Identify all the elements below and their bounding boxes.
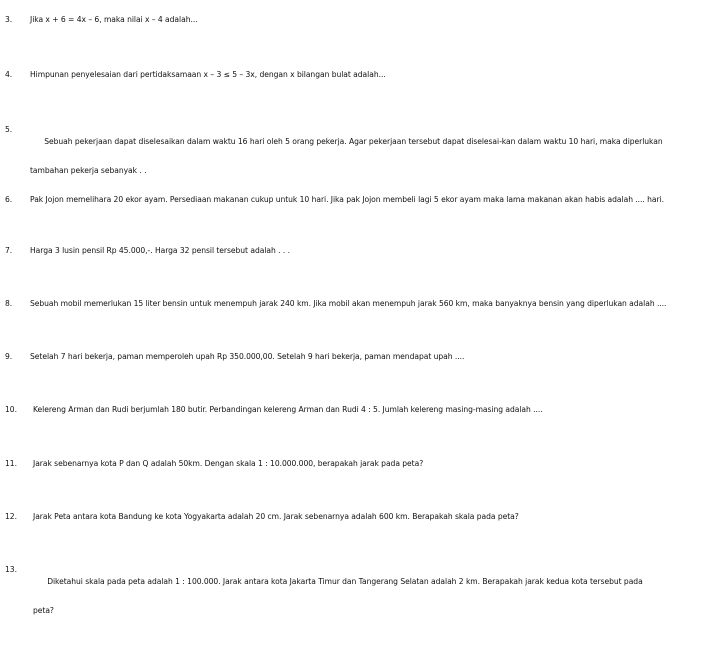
question-text: Sebuah pekerjaan dapat diselesaikan dalam waktu 16 hari oleh 5 orang pekerja. Agar pekerjaan tersebut dapat diselesai-kan dalam waktu 10 hari, maka diperlukan <box>44 137 663 146</box>
question-text: Pak Jojon memelihara 20 ekor ayam. Persediaan makanan cukup untuk 10 hari. Jika pak Jojon membeli lagi 5 ekor ayam maka lama makanan akan habis adalah .... hari. <box>30 195 665 204</box>
question-text: Jika x + 6 = 4x – 6, maka nilai x – 4 adalah... <box>30 15 198 24</box>
question-number: 3. <box>5 15 13 24</box>
question-text: Diketahui skala pada peta adalah 1 : 100.000. Jarak antara kota Jakarta Timur dan Tangerang Selatan adalah 2 km. Berapakah jarak kedua kota tersebut pada <box>47 577 643 586</box>
question-number: 4. <box>5 70 13 79</box>
question-number: 9. <box>5 352 13 361</box>
question-number: 11. <box>5 459 17 468</box>
question-number: 6. <box>5 195 13 204</box>
question-text: Harga 3 lusin pensil Rp 45.000,-. Harga 32 pensil tersebut adalah . . . <box>30 246 290 255</box>
question-number: 7. <box>5 246 13 255</box>
question-text: Jarak Peta antara kota Bandung ke kota Yogyakarta adalah 20 cm. Jarak sebenarnya adalah 600 km. Berapakah skala pada peta? <box>33 512 519 521</box>
question-text-continued: tambahan pekerja sebanyak . . <box>30 166 147 175</box>
question-number: 10. <box>5 405 17 414</box>
question-text: Sebuah mobil memerlukan 15 liter bensin untuk menempuh jarak 240 km. Jika mobil akan menempuh jarak 560 km, maka banyaknya bensin yang diperlukan adalah .... <box>30 299 667 308</box>
question-number: 13. <box>5 565 17 574</box>
question-text: Setelah 7 hari bekerja, paman memperoleh upah Rp 350.000,00. Setelah 9 hari bekerja, paman mendapat upah .... <box>30 352 465 361</box>
question-text-continued: peta? <box>33 606 54 615</box>
question-number: 12. <box>5 512 17 521</box>
question-text: Himpunan penyelesaian dari pertidaksamaan x – 3 ≤ 5 – 3x, dengan x bilangan bulat adalah... <box>30 70 386 79</box>
question-number: 8. <box>5 299 13 308</box>
question-text: Kelereng Arman dan Rudi berjumlah 180 butir. Perbandingan kelereng Arman dan Rudi 4 : 5. Jumlah kelereng masing-masing adalah .... <box>33 405 543 414</box>
question-text: Jarak sebenarnya kota P dan Q adalah 50km. Dengan skala 1 : 10.000.000, berapakah jarak pada peta? <box>33 459 424 468</box>
question-number: 5. <box>5 125 13 134</box>
question-text-block <box>33 564 718 641</box>
question-text-block <box>30 124 715 201</box>
